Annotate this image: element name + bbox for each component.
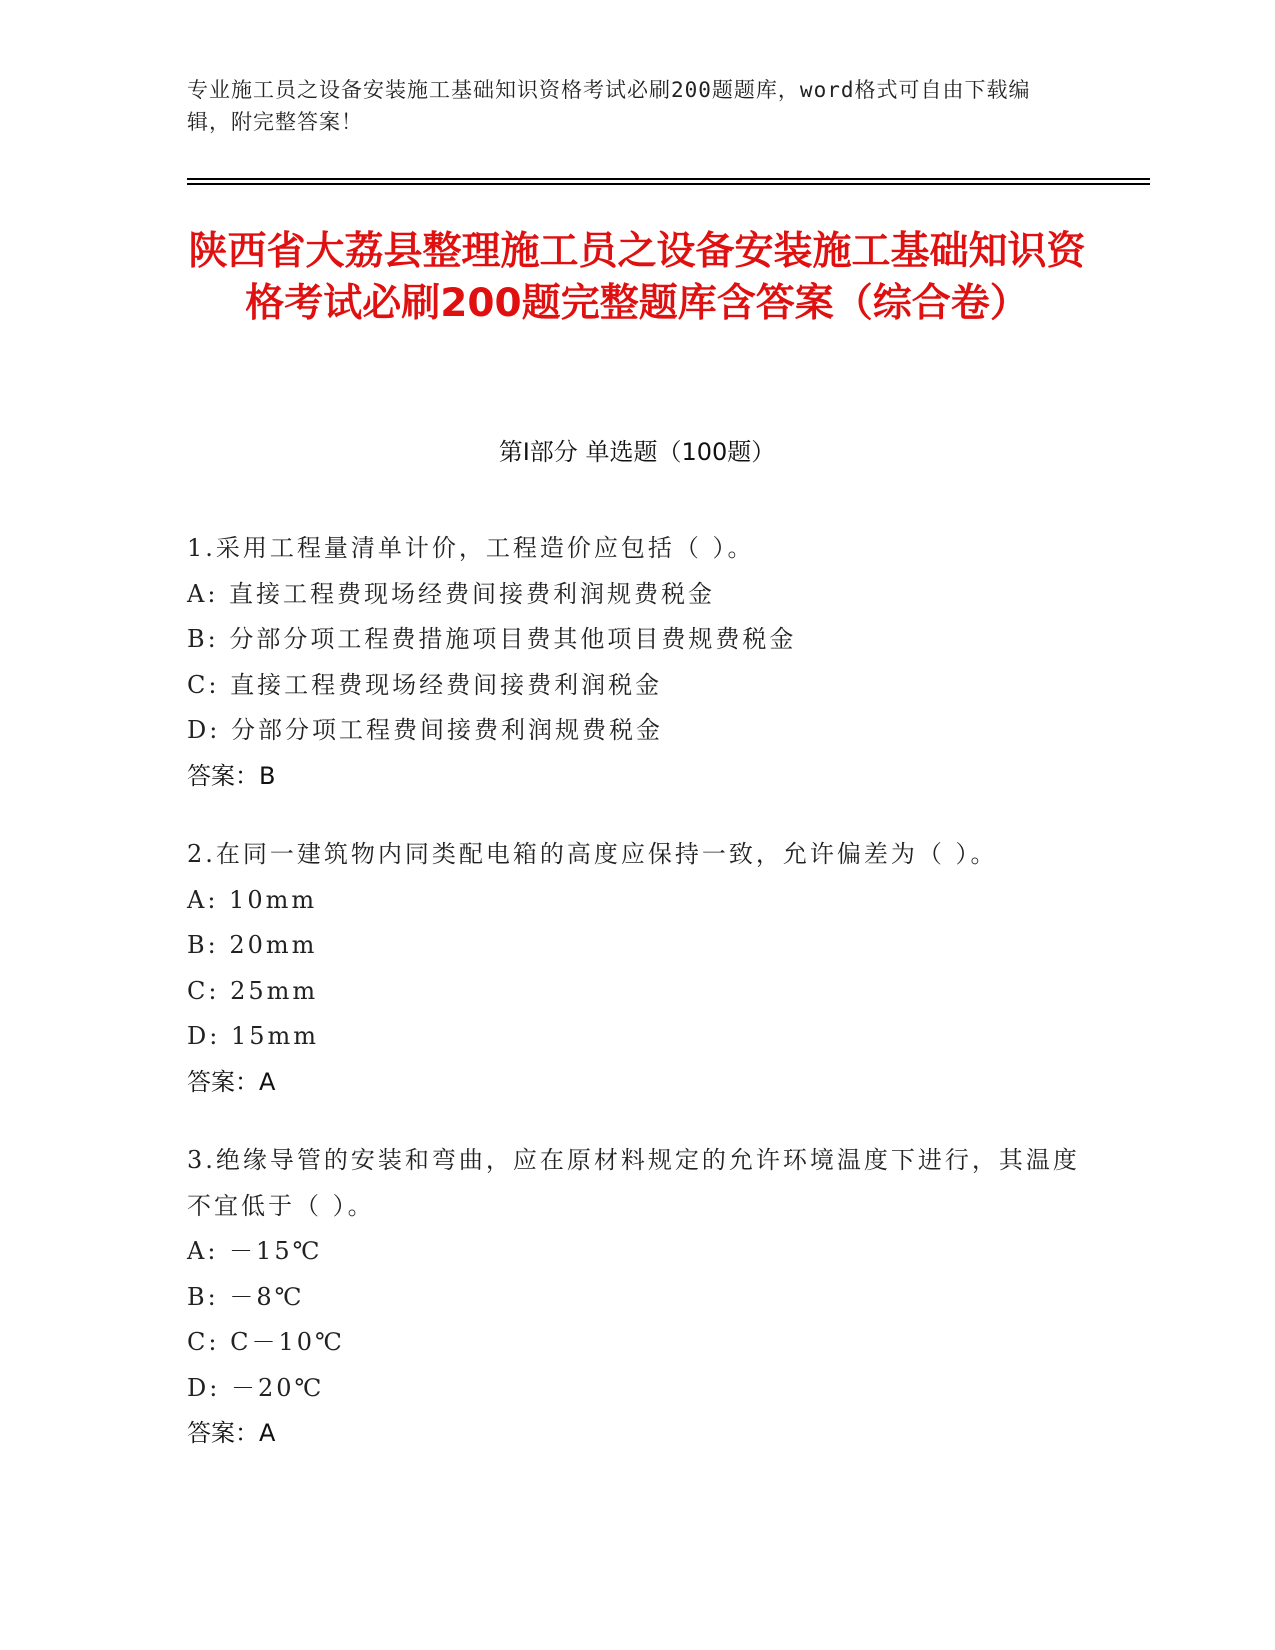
option-c: C: 25mm [187,976,319,1005]
answer-line: 答案：A [187,1067,276,1096]
question-1 [187,526,1087,799]
answer-line: 答案：A [187,1419,276,1447]
section-heading: 第Ⅰ部分 单选题（100题） [498,438,776,466]
option-a: A: 10mm [187,885,318,914]
answer-line: 答案：B [187,761,276,790]
question-stem: 3.绝缘导管的安装和弯曲，应在原材料规定的允许环境温度下进行，其温度不宜低于（ ）。 [187,1146,1080,1220]
option-d: D: －20℃ [187,1373,325,1402]
option-c: C: C－10℃ [187,1328,345,1356]
question-stem: 1.采用工程量清单计价，工程造价应包括（ ）。 [187,534,755,562]
option-d: D: 15mm [187,1022,320,1050]
document-title: 陕西省大荔县整理施工员之设备安装施工基础知识资格考试必刷200题完整题库含答案（综合卷） [188,229,1086,326]
header-note: 专业施工员之设备安装施工基础知识资格考试必刷200题题库，word格式可自由下载编辑，附完整答案！ [187,78,1031,134]
question-2 [187,832,1087,1105]
question-3 [187,1138,1087,1457]
option-a: A: －15℃ [187,1237,323,1265]
header-rule-top [187,178,1150,180]
header-rule-bottom [187,183,1150,185]
option-a: A: 直接工程费现场经费间接费利润规费税金 [187,579,716,608]
option-d: D: 分部分项工程费间接费利润规费税金 [187,716,663,744]
question-stem: 2.在同一建筑物内同类配电箱的高度应保持一致，允许偏差为（ ）。 [187,840,998,868]
option-b: B: －8℃ [187,1282,305,1311]
option-c: C: 直接工程费现场经费间接费利润税金 [187,670,663,699]
option-b: B: 20mm [187,931,318,959]
option-b: B: 分部分项工程费措施项目费其他项目费规费税金 [187,625,797,653]
question-list [187,526,1087,1490]
